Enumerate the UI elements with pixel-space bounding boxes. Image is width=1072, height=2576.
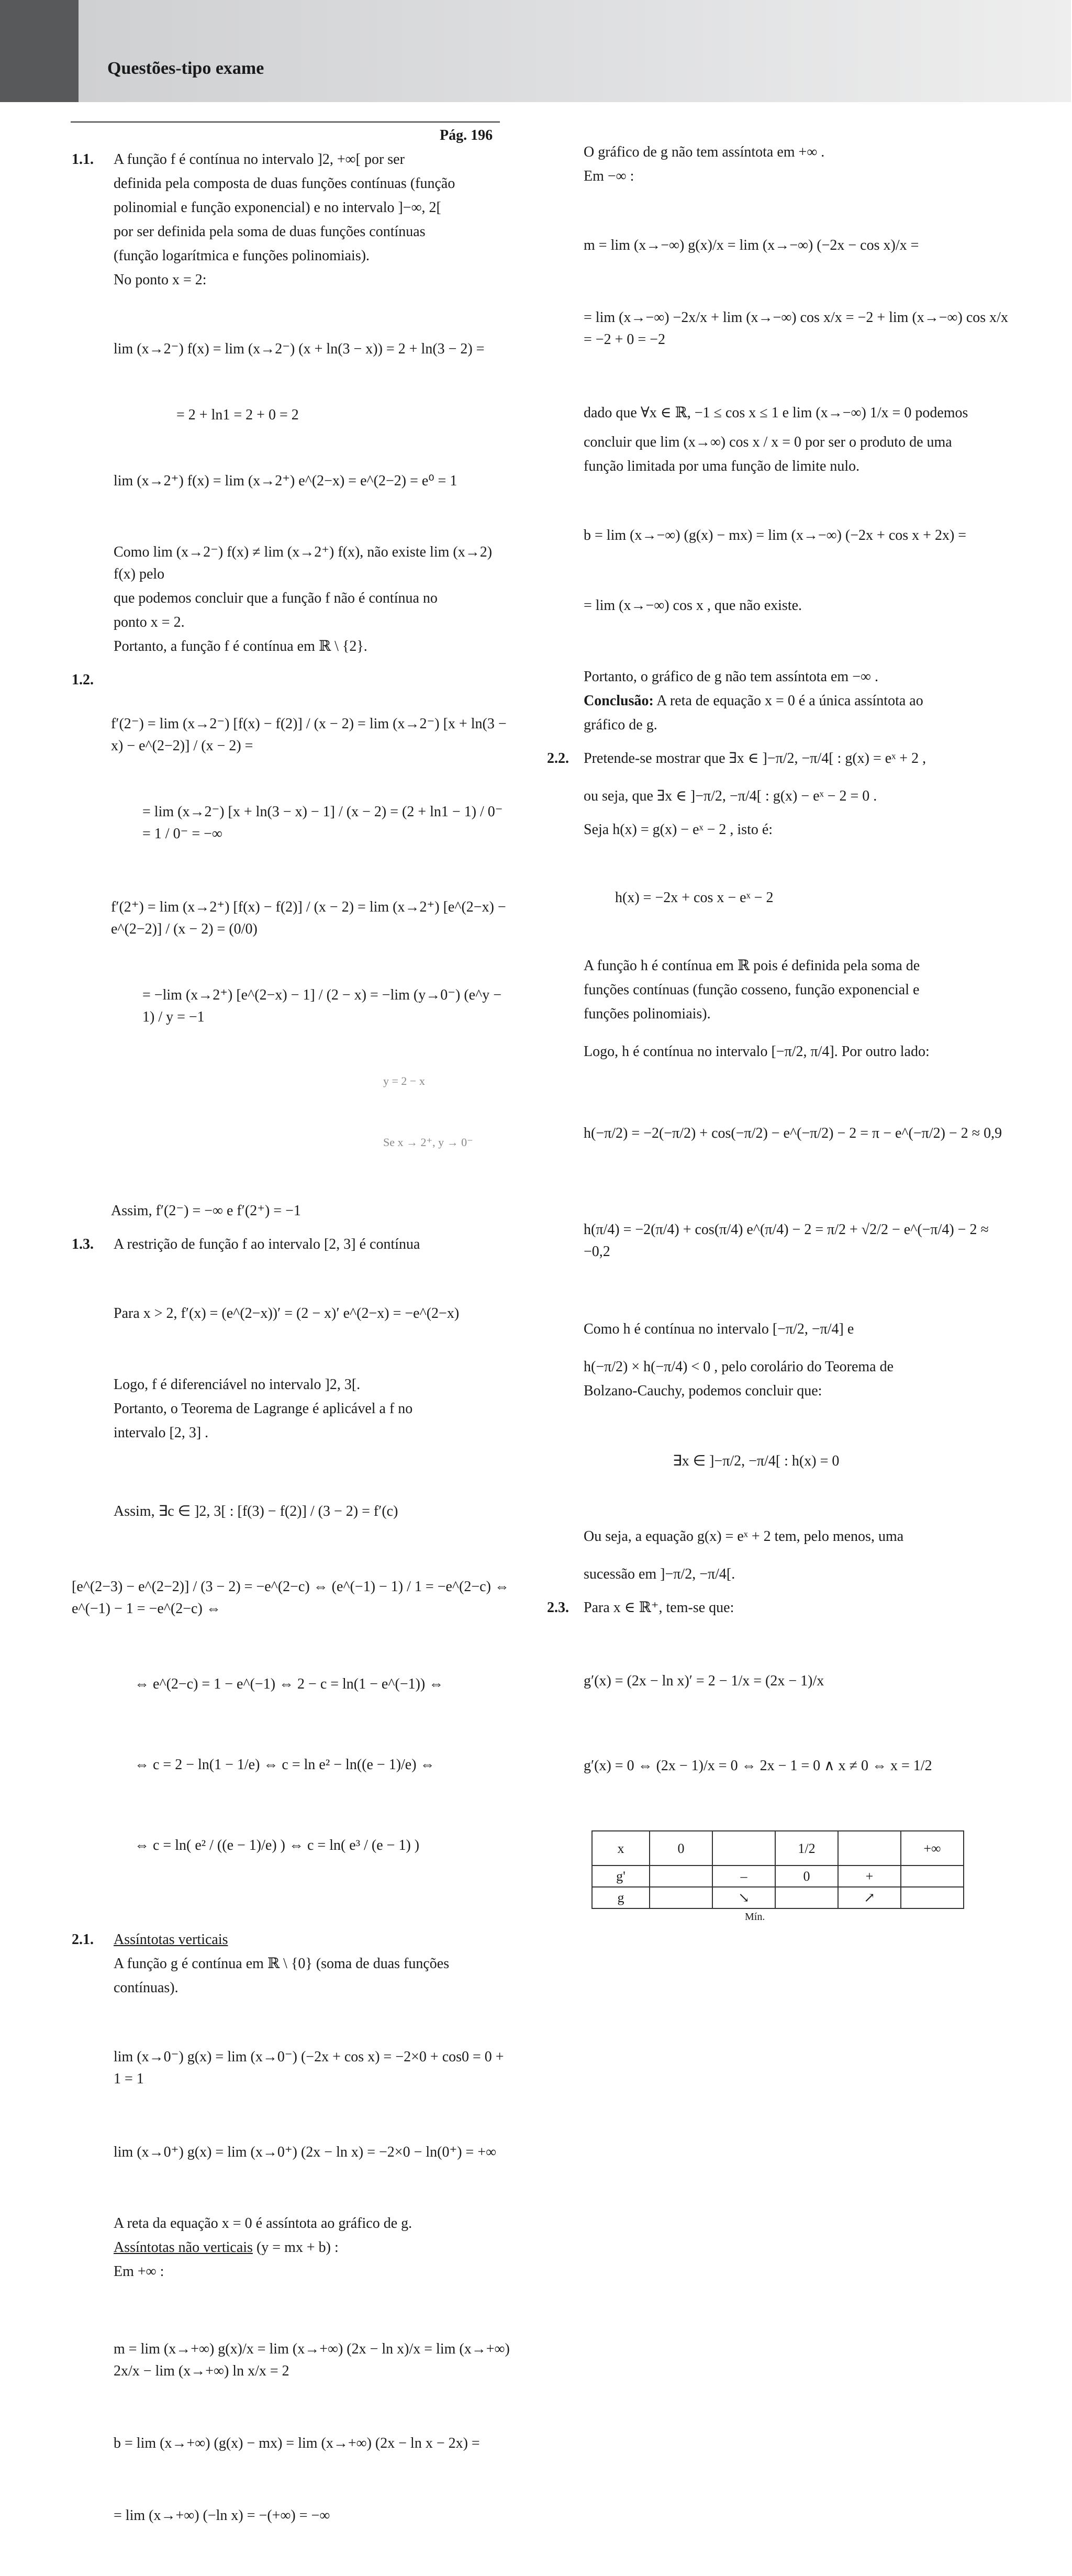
page-title: Questões-tipo exame (107, 59, 264, 78)
section-2-2 (547, 748, 1013, 1585)
section-1-3 (72, 1234, 511, 1901)
table-cell: x (592, 1831, 650, 1866)
text-line: Como lim (x→2⁻) f(x) ≠ lim (x→2⁺) f(x), não existe lim (x→2) f(x) pelo (114, 544, 493, 582)
subheading-non-vertical-asymptotes (114, 2237, 511, 2259)
subheading-vertical-asymptotes: Assíntotas verticais (114, 1931, 228, 1948)
math-block (114, 2002, 511, 2207)
text-line: sucessão em ]−π/2, −π/4[. (584, 1566, 735, 1582)
math-line: f′(2⁻) = lim (x→2⁻) [f(x) − f(2)] / (x − 2) = lim (x→2⁻) [x + ln(3 − x) − e^(2−2)] / (x − 2) = (111, 716, 510, 754)
minimum-label: Mín. (745, 1911, 765, 1923)
text-line: concluir que lim (x→∞) cos x / x = 0 por ser o produto de uma (584, 434, 952, 450)
header-bar (79, 0, 1071, 102)
variation-table (591, 1830, 964, 1909)
math-block (114, 1259, 511, 1369)
math-line: lim (x→0⁺) g(x) = lim (x→0⁺) (2x − ln x) = −2×0 − ln(0⁺) = +∞ (114, 2144, 497, 2160)
text-line: que podemos concluir que a função f não é contínua no (114, 590, 438, 606)
text-line: Assim, f′(2⁻) = −∞ e f′(2⁺) = −1 (111, 1203, 301, 1219)
table-cell (901, 1887, 964, 1908)
table-cell: 0 (775, 1866, 838, 1887)
section-number: 2.1. (72, 1931, 94, 1948)
text-line: por ser definida pela soma de duas funções contínuas (114, 224, 426, 240)
table-cell: 1/2 (775, 1831, 838, 1866)
text-line: Para x ∈ ℝ⁺, tem-se que: (584, 1600, 734, 1616)
text-line: Portanto, a função f é contínua em ℝ \ {2}. (114, 638, 367, 654)
math-line: f′(2⁺) = lim (x→2⁺) [f(x) − f(2)] / (x − 2) = lim (x→2⁺) [e^(2−x) − e^(2−2)] / (x − 2) = (0/0) (111, 899, 510, 937)
text-line: (função logarítmica e funções polinomiais). (114, 248, 370, 264)
text-line: Em −∞ : (584, 168, 634, 184)
table-cell: – (712, 1866, 775, 1887)
table-cell (838, 1831, 901, 1866)
section-2-3 (547, 1597, 1013, 1925)
math-line: b = lim (x→−∞) (g(x) − mx) = lim (x→−∞) (−2x + cos x + 2x) = (584, 527, 967, 543)
text-line: dado que ∀x ∈ ℝ, −1 ≤ cos x ≤ 1 e lim (x→−∞) 1/x = 0 podemos (584, 405, 968, 421)
math-line: h(π/4) = −2(π/4) + cos(π/4) e^(π/4) − 2 = π/2 + √2/2 − e^(−π/4) − 2 ≈ −0,2 (584, 1222, 992, 1260)
left-column (72, 141, 511, 2576)
text-line: Portanto, o gráfico de g não tem assíntota em −∞ . (584, 669, 878, 685)
text-line: A função h é contínua em ℝ pois é definida pela soma de (584, 958, 920, 974)
text-line: contínuas). (114, 1980, 178, 1996)
text-line: função limitada por uma função de limite nulo. (584, 458, 860, 474)
top-rule (71, 121, 500, 123)
text-line: Bolzano-Cauchy, podemos concluir que: (584, 1383, 822, 1399)
section-2-1 (72, 1929, 511, 2571)
math-block (72, 1457, 513, 1901)
right-column (547, 141, 1013, 1925)
math-line: lim (x→2⁺) f(x) = lim (x→2⁺) e^(2−x) = e^(2−2) = e⁰ = 1 (114, 473, 457, 489)
math-line: = lim (x→−∞) −2x/x + lim (x→−∞) cos x/x = −2 + lim (x→−∞) cos x/x = −2 + 0 = −2 (584, 309, 1012, 348)
header-dark-block (0, 0, 79, 102)
math-block (584, 481, 1013, 661)
math-line: h(−π/2) = −2(−π/2) + cos(−π/2) − e^(−π/2) − 2 = π − e^(−π/2) − 2 ≈ 0,9 (584, 1125, 1002, 1141)
text-line: h(−π/2) × h(−π/4) < 0 , pelo corolário do Teorema de (584, 1359, 894, 1375)
math-block (584, 1626, 1013, 1821)
table-cell: 0 (650, 1831, 712, 1866)
math-line: g′(x) = (2x − ln x)′ = 2 − 1/x = (2x − 1)/x (584, 1673, 824, 1689)
math-line: h(x) = −2x + cos x − eˣ − 2 (615, 890, 774, 906)
math-block (615, 843, 1013, 953)
text-line: ou seja, que ∃x ∈ ]−π/2, −π/4[ : g(x) − eˣ − 2 = 0 . (584, 788, 877, 804)
substitution-note: Se x → 2⁺, y → 0⁻ (383, 1136, 473, 1149)
conclusion-label: Conclusão: (584, 693, 654, 709)
text-line: Logo, h é contínua no intervalo [−π/2, π/4]. Por outro lado: (584, 1043, 930, 1060)
text-line: A reta da equação x = 0 é assíntota ao gráfico de g. (114, 2215, 412, 2231)
text-line: Portanto, o Teorema de Lagrange é aplicável a f no (114, 1401, 413, 1417)
math-line: = 2 + ln1 = 2 + 0 = 2 (176, 407, 299, 423)
math-line: lim (x→0⁻) g(x) = lim (x→0⁻) (−2x + cos x) = −2×0 + cos0 = 0 + 1 = 1 (114, 2049, 508, 2087)
math-block (584, 191, 1013, 395)
math-line: ⇔ c = ln( e² / ((e − 1)/e) ) ⇔ c = ln( e³ / (e − 1) ) (135, 1837, 420, 1853)
text-line: funções contínuas (função cosseno, função exponencial e (584, 982, 920, 998)
text-line: O gráfico de g não tem assíntota em +∞ . (584, 144, 825, 160)
section-number: 1.1. (72, 151, 94, 168)
math-line: = lim (x→+∞) (−ln x) = −(+∞) = −∞ (114, 2507, 330, 2524)
conclusion-text: A reta de equação x = 0 é a única assíntota ao (653, 693, 923, 709)
table-cell: +∞ (901, 1831, 964, 1866)
section-number: 2.3. (547, 1600, 569, 1616)
math-block (673, 1406, 1013, 1516)
text-line: ponto x = 2. (114, 614, 185, 630)
math-block (114, 2294, 511, 2571)
math-line: ∃x ∈ ]−π/2, −π/4[ : h(x) = 0 (673, 1453, 840, 1469)
math-line: lim (x→2⁻) f(x) = lim (x→2⁻) (x + ln(3 − x)) = 2 + ln(3 − 2) = (114, 341, 485, 357)
text-line: intervalo [2, 3] . (114, 1425, 209, 1441)
table-cell (712, 1831, 775, 1866)
math-line: ⇔ c = 2 − ln(1 − 1/e) ⇔ c = ln e² − ln((e − 1)/e) ⇔ (135, 1757, 435, 1773)
math-line: = −lim (x→2⁺) [e^(2−x) − 1] / (2 − x) = −lim (y→0⁻) (e^y − 1) / y = −1 (142, 987, 506, 1025)
table-cell: ↘ (712, 1887, 775, 1908)
section-number: 1.3. (72, 1236, 94, 1252)
math-line: m = lim (x→−∞) g(x)/x = lim (x→−∞) (−2x − cos x)/x = (584, 237, 919, 253)
math-block (584, 1079, 1013, 1307)
section-number: 1.2. (72, 672, 94, 688)
math-line: Para x > 2, f′(x) = (e^(2−x))′ = (2 − x)′ e^(2−x) = −e^(2−x) (114, 1305, 460, 1322)
page-number: Pág. 196 (440, 127, 493, 143)
math-line: m = lim (x→+∞) g(x)/x = lim (x→+∞) (2x − ln x)/x = lim (x→+∞) 2x/x − lim (x→+∞) ln x/x = 2 (114, 2341, 513, 2379)
text-line: A função g é contínua em ℝ \ {0} (soma de duas funções (114, 1956, 450, 1972)
table-row (592, 1887, 964, 1908)
text-line: No ponto x = 2: (114, 272, 207, 288)
text-line: funções polinomiais). (584, 1006, 711, 1022)
section-1-1 (72, 149, 511, 658)
table-cell (775, 1887, 838, 1908)
math-block (111, 669, 511, 1195)
text-line: Como h é contínua no intervalo [−π/2, −π/4] e (584, 1321, 854, 1337)
text-line: Pretende-se mostrar que ∃x ∈ ]−π/2, −π/4[ : g(x) = eˣ + 2 , (584, 750, 926, 767)
section-number: 2.2. (547, 750, 569, 767)
table-cell: ↗ (838, 1887, 901, 1908)
math-line: g′(x) = 0 ⇔ (2x − 1)/x = 0 ⇔ 2x − 1 = 0 ∧ x ≠ 0 ⇔ x = 1/2 (584, 1758, 932, 1774)
text-line: Em +∞ : (114, 2263, 164, 2280)
text-line: A restrição de função f ao intervalo [2, 3] é contínua (114, 1236, 420, 1252)
math-line: = lim (x→−∞) cos x , que não existe. (584, 597, 802, 614)
text-line: polinomial e função exponencial) e no intervalo ]−∞, 2[ (114, 199, 441, 216)
section-1-2 (72, 669, 511, 1222)
table-cell (650, 1887, 712, 1908)
math-block (114, 294, 511, 536)
text-line: definida pela composta de duas funções contínuas (função (114, 175, 455, 192)
math-line: b = lim (x→+∞) (g(x) − mx) = lim (x→+∞) (2x − ln x − 2x) = (114, 2435, 480, 2451)
table-row (592, 1866, 964, 1887)
table-cell: g (592, 1887, 650, 1908)
math-line: Assim, ∃c ∈ ]2, 3[ : [f(3) − f(2)] / (3 − 2) = f′(c) (114, 1503, 398, 1519)
table-cell (901, 1866, 964, 1887)
table-cell (650, 1866, 712, 1887)
table-cell: + (838, 1866, 901, 1887)
math-line: [e^(2−3) − e^(2−2)] / (3 − 2) = −e^(2−c) ⇔ (e^(−1) − 1) / 1 = −e^(2−c) ⇔ e^(−1) − 1 = −e^(2−c) ⇔ (72, 1579, 513, 1617)
text-line: Ou seja, a equação g(x) = eˣ + 2 tem, pelo menos, uma (584, 1528, 904, 1545)
text-line: gráfico de g. (584, 717, 657, 733)
table-cell: g' (592, 1866, 650, 1887)
math-line: = lim (x→2⁻) [x + ln(3 − x) − 1] / (x − 2) = (2 + ln1 − 1) / 0⁻ = 1 / 0⁻ = −∞ (142, 804, 507, 842)
substitution-note: y = 2 − x (383, 1074, 425, 1087)
text-line: Logo, f é diferenciável no intervalo ]2, 3[. (114, 1376, 361, 1393)
conclusion (584, 690, 1013, 712)
math-line: ⇔ e^(2−c) = 1 − e^(−1) ⇔ 2 − c = ln(1 − e^(−1)) ⇔ (135, 1676, 444, 1692)
subheading-formula: (y = mx + b) : (252, 2239, 339, 2256)
subheading-text: Assíntotas não verticais (114, 2239, 253, 2256)
section-2-1-continued (547, 141, 1013, 736)
table-row (592, 1831, 964, 1866)
text-line: A função f é contínua no intervalo ]2, +∞[ por ser (114, 151, 405, 168)
text-line: Seja h(x) = g(x) − eˣ − 2 , isto é: (584, 821, 773, 838)
